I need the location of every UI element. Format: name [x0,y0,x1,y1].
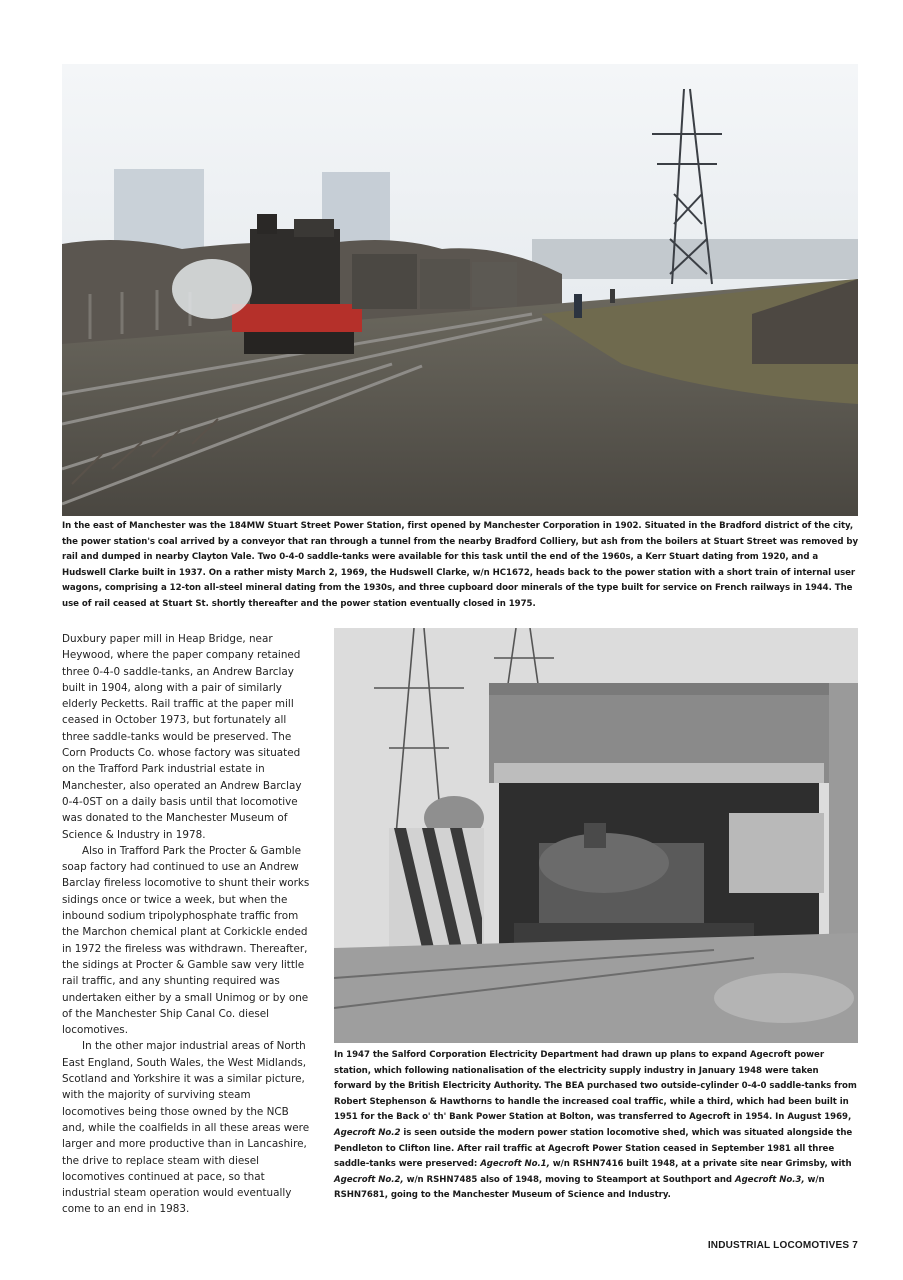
loco-name: Agecroft No.1, [480,1159,550,1170]
caption-text: In 1947 the Salford Corporation Electricity Department had drawn up plans to expand Agecroft power station, which following nationalisation of the electricity supply industry in January 1948 were taken forward by the British Electricity Authority. The BEA purchased two outside-cylinder 0-4-0 saddle-tanks from Robert Stephenson & Hawthorns to handle the increased coal traffic, while a third, which had been built in 1951 for the Back o' th' Bank Power Station at Bolton, was transferred to Agecroft in 1954. In August 1969, [334,1050,857,1123]
top-caption: In the east of Manchester was the 184MW Stuart Street Power Station, first opened by Manchester Corporation in 1902. Situated in the Bradford district of the city, the power station's coal arrived by a conveyor that ran through a tunnel from the nearby Bradford Colliery, but ash from the boilers at Stuart Street was removed by rail and dumped in nearby Clayton Vale. Two 0-4-0 saddle-tanks were available for this task until the end of the 1960s, a Kerr Stuart dating from 1920, and a Hudswell Clarke built in 1937. On a rather misty March 2, 1969, the Hudswell Clarke, w/n HC1672, heads back to the power station with a short train of internal user wagons, comprising a 12-ton all-steel mineral dating from the 1930s, and three cupboard door minerals of the type built for service on French railways in 1944. The use of rail ceased at Stuart St. shortly thereafter and the power station eventually closed in 1975. [62,521,859,609]
caption-text: is seen outside the modern power station locomotive shed, which was situated alongside the Pendleton to Clifton line. After rail traffic at Agecroft Power Station ceased in September 1981 all three saddle-tanks were preserved: [334,1127,853,1170]
bottom-caption [334,1048,858,1204]
caption-text: w/n RSHN7416 built 1948, at a private site near Grimsby, with [549,1159,852,1170]
caption-text: w/n RSHN7485 also of 1948, moving to Steamport at Southport and [403,1174,735,1185]
loco-name: Agecroft No.2, [334,1174,404,1185]
body-paragraph: Also in Trafford Park the Procter & Gamble soap factory had continued to use an Andrew Barclay fireless locomotive to shunt their works sidings once or twice a week, but when the inbound sodium tripolyphosphate traffic from the Marchon chemical plant at Corkickle ended in 1972 the fireless was withdrawn. Thereafter, the sidings at Procter & Gamble saw very little rail traffic, and any shunting required was undertaken either by a small Unimog or by one of the Manchester Ship Canal Co. diesel locomotives. [62,844,310,1037]
loco-name: Agecroft No.3, [734,1174,805,1185]
body-paragraph: In the other major industrial areas of North East England, South Wales, the West Midlands, Scotland and Yorkshire it was a similar picture, with the majority of surviving steam locomotives being those owned by the NCB and, while the coalfields in all these areas were larger and more productive than in Lancashire, the drive to replace steam with diesel locomotives continued at pace, so that industrial steam operation would eventually come to an end in 1983. [62,1040,310,1216]
body-text-column [62,631,314,1218]
caption-text: w/n RSHN7681, going to the Manchester Museum of Science and Industry. [334,1174,825,1201]
top-photo [62,64,858,516]
loco-name: Agecroft No.2 [334,1127,401,1138]
body-paragraph: Duxbury paper mill in Heap Bridge, near Heywood, where the paper company retained three 0-4-0 saddle-tanks, an Andrew Barclay built in 1904, along with a pair of similarly elderly Pecketts. Rail traffic at the paper mill ceased in October 1973, but fortunately all three saddle-tanks would be preserved. The Corn Products Co. whose factory was situated on the Trafford Park industrial estate in Manchester, also operated an Andrew Barclay 0-4-0ST on a daily basis until that locomotive was donated to the Manchester Museum of Science & Industry in 1978. [62,633,302,841]
page-footer: INDUSTRIAL LOCOMOTIVES 7 [707,1240,858,1251]
bottom-photo [334,628,858,1043]
